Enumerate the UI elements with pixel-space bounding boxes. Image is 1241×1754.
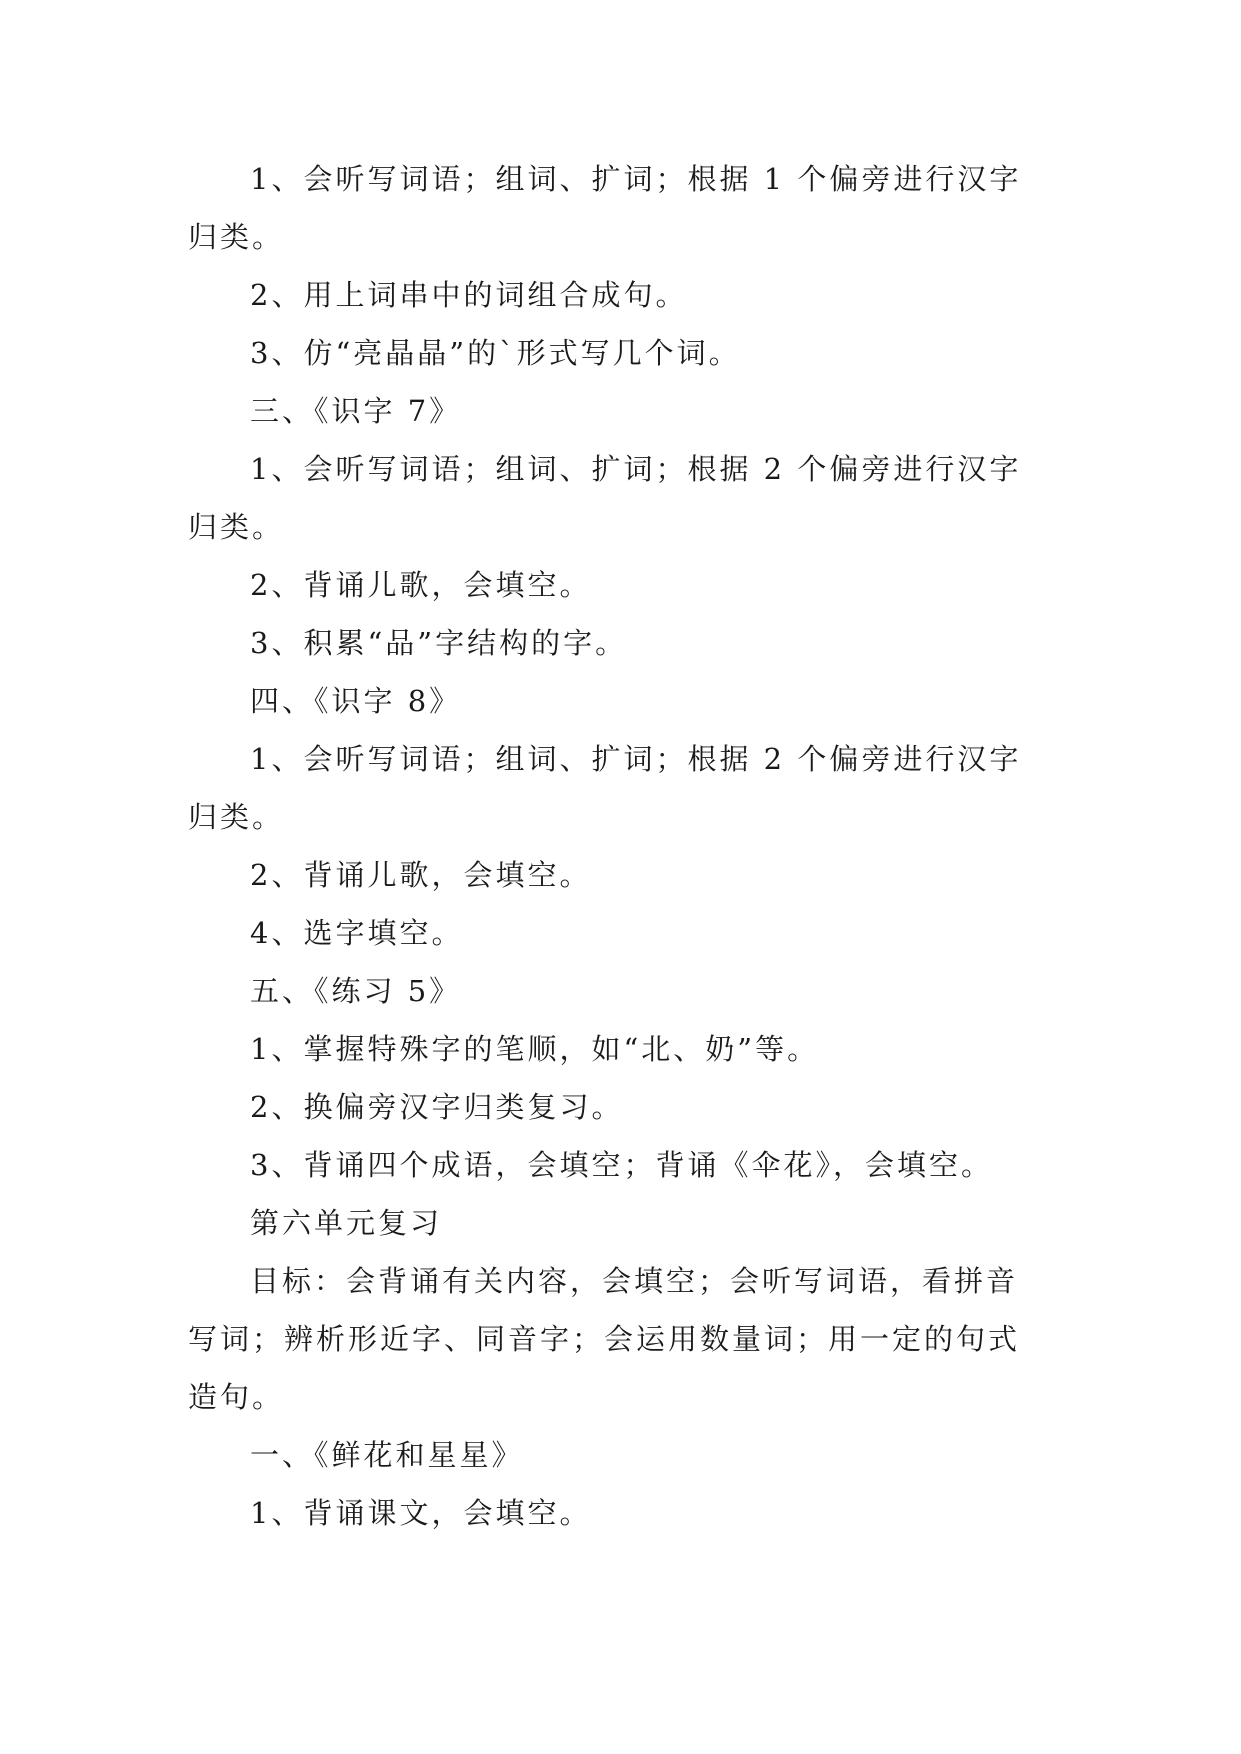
paragraph: 1、会听写词语；组词、扩词；根据 2 个偏旁进行汉字归类。	[188, 742, 1022, 834]
paragraph: 2、用上词串中的词组合成句。	[250, 278, 688, 312]
paragraph: 4、选字填空。	[250, 916, 464, 950]
unit-heading: 第六单元复习	[250, 1206, 443, 1240]
section-heading: 五、《练习 5》	[250, 974, 462, 1008]
section-heading: 四、《识字 8》	[250, 684, 462, 718]
paragraph: 3、仿“亮晶晶”的`形式写几个词。	[250, 336, 741, 370]
paragraph: 1、背诵课文，会填空。	[250, 1496, 592, 1530]
paragraph: 3、背诵四个成语，会填空；背诵《伞花》，会填空。	[250, 1148, 993, 1182]
paragraph: 2、换偏旁汉字归类复习。	[250, 1090, 624, 1124]
section-heading: 一、《鲜花和星星》	[250, 1438, 524, 1472]
document-body	[188, 150, 1048, 1542]
paragraph: 2、背诵儿歌，会填空。	[250, 858, 592, 892]
paragraph: 3、积累“品”字结构的字。	[250, 626, 628, 660]
paragraph: 1、会听写词语；组词、扩词；根据 2 个偏旁进行汉字归类。	[188, 452, 1022, 544]
paragraph: 1、掌握特殊字的笔顺，如“北、奶”等。	[250, 1032, 820, 1066]
section-heading: 三、《识字 7》	[250, 394, 462, 428]
paragraph: 1、会听写词语；组词、扩词；根据 1 个偏旁进行汉字归类。	[188, 162, 1022, 254]
paragraph: 2、背诵儿歌，会填空。	[250, 568, 592, 602]
goal-paragraph: 目标：会背诵有关内容，会填空；会听写词语，看拼音写词；辨析形近字、同音字；会运用数量词；用一定的句式造句。	[188, 1264, 1021, 1414]
